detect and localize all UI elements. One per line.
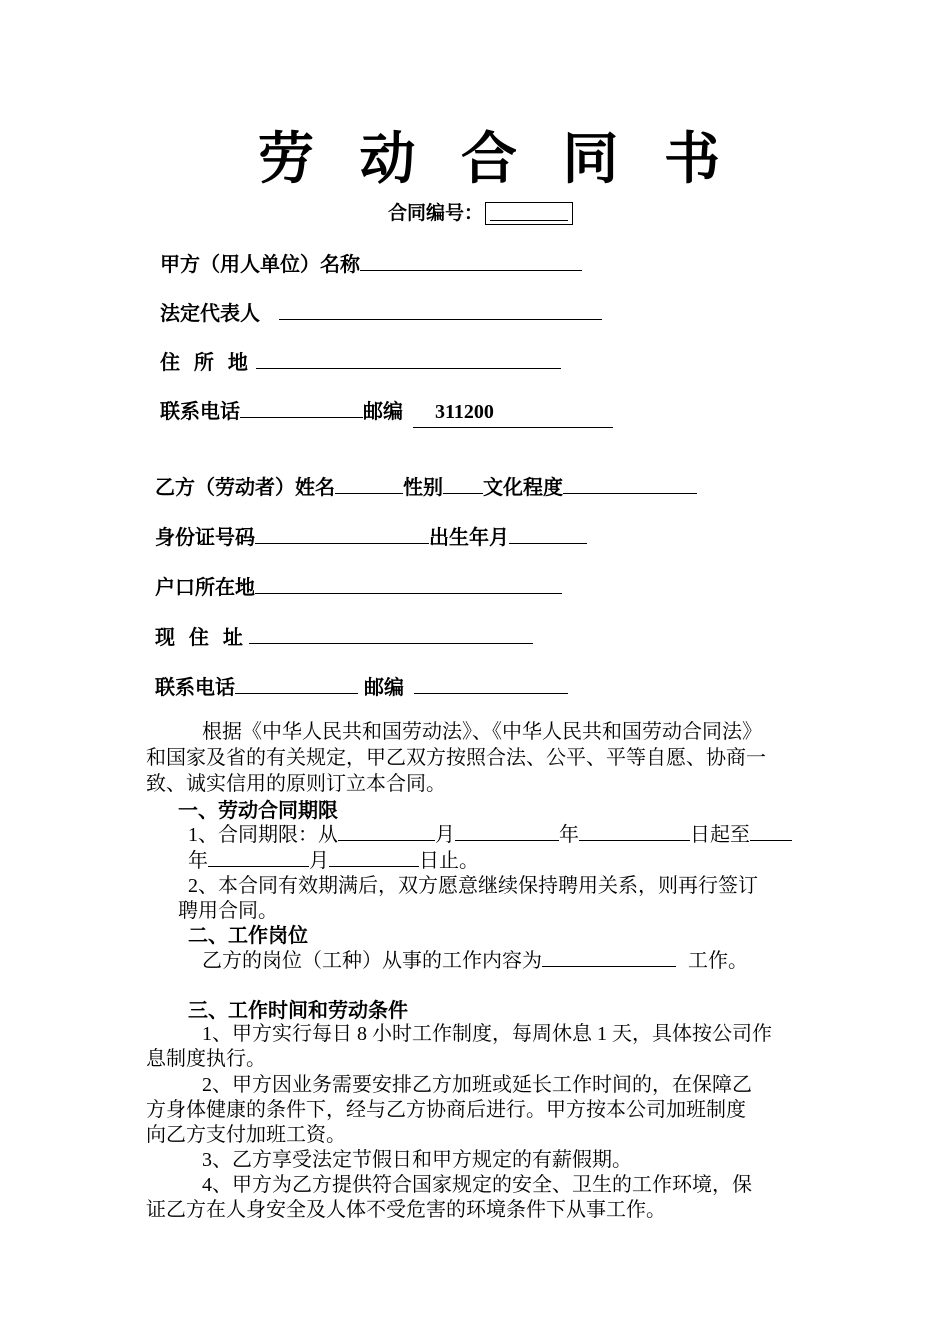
party-a-name-field[interactable]	[360, 248, 582, 271]
party-b-hukou-label: 户口所在地	[155, 575, 255, 599]
section-2-heading: 二、工作岗位	[188, 923, 308, 947]
party-a-address-label: 住 所 地	[160, 350, 248, 374]
position-line	[202, 946, 748, 975]
term-end-lead-field[interactable]	[750, 820, 792, 841]
s3-p2-line-3: 向乙方支付加班工资。	[146, 1124, 346, 1146]
party-a-rep-field[interactable]	[279, 297, 602, 320]
s3-p2-line-2: 方身体健康的条件下，经与乙方协商后进行。甲方按本公司加班制度	[146, 1099, 746, 1121]
term-year2-label: 年	[188, 850, 208, 872]
party-b-education-field[interactable]	[563, 471, 697, 494]
term-end-day-field[interactable]	[329, 846, 419, 867]
party-b-phone-label: 联系电话	[155, 675, 235, 699]
party-b-contact-row	[155, 671, 568, 702]
party-a-name-label: 甲方（用人单位）名称	[160, 252, 360, 276]
party-a-phone-label: 联系电话	[160, 399, 240, 423]
term-line-2	[188, 846, 479, 875]
term-end-month-field[interactable]	[208, 846, 309, 867]
party-b-hukou-field[interactable]	[255, 571, 562, 594]
party-a-rep-row	[160, 297, 602, 328]
party-a-contact-row	[160, 395, 613, 428]
s3-p4-line-1: 4、甲方为乙方提供符合国家规定的安全、卫生的工作环境，保	[202, 1174, 752, 1196]
term-prefix: 1、合同期限：从	[188, 824, 338, 846]
position-text-after: 工作。	[688, 950, 748, 972]
term-line-1	[188, 820, 792, 849]
term-month-label: 月	[435, 824, 455, 846]
section-1-heading: 一、劳动合同期限	[178, 798, 338, 822]
term-year-label: 年	[559, 824, 579, 846]
s3-p4-line-2: 证乙方在人身安全及人体不受危害的环境条件下从事工作。	[146, 1199, 666, 1221]
party-b-postcode-field[interactable]	[414, 671, 568, 694]
contract-number-field[interactable]	[485, 202, 573, 225]
contract-number-row	[388, 199, 573, 227]
party-b-birth-label: 出生年月	[429, 525, 509, 549]
party-b-hukou-row	[155, 571, 562, 602]
term-start-year-field[interactable]	[455, 820, 559, 841]
party-b-name-field[interactable]	[335, 471, 403, 494]
party-a-postcode-field[interactable]: 311200	[413, 397, 613, 428]
contract-number-label: 合同编号：	[388, 202, 484, 224]
term-start-day-field[interactable]	[579, 820, 690, 841]
party-b-name-row	[155, 471, 697, 502]
party-a-postcode-label: 邮编	[363, 399, 403, 423]
party-b-name-label: 乙方（劳动者）姓名	[155, 475, 335, 499]
party-b-id-label: 身份证号码	[155, 525, 255, 549]
party-a-rep-label: 法定代表人	[160, 301, 260, 325]
party-a-address-row	[160, 346, 561, 377]
s3-p1-line-2: 息制度执行。	[146, 1048, 266, 1070]
term-month2-label: 月	[309, 850, 329, 872]
position-content-field[interactable]	[542, 946, 676, 967]
s3-p2-line-1: 2、甲方因业务需要安排乙方加班或延长工作时间的，在保障乙	[202, 1074, 752, 1096]
party-b-id-field[interactable]	[255, 521, 429, 544]
term-day-from-label: 日起至	[690, 824, 750, 846]
party-a-address-field[interactable]	[256, 346, 561, 369]
s3-p3: 3、乙方享受法定节假日和甲方规定的有薪假期。	[202, 1149, 632, 1171]
party-b-phone-field[interactable]	[235, 671, 358, 694]
party-b-id-row	[155, 521, 587, 552]
s3-p1-line-1: 1、甲方实行每日 8 小时工作制度，每周休息 1 天，具体按公司作	[202, 1023, 772, 1045]
section-3-heading: 三、工作时间和劳动条件	[188, 998, 408, 1022]
party-b-birth-field[interactable]	[509, 521, 587, 544]
document-title: 劳 动 合 同 书	[258, 127, 733, 192]
party-b-address-row	[155, 621, 533, 652]
position-text-before: 乙方的岗位（工种）从事的工作内容为	[202, 950, 542, 972]
renew-line-2: 聘用合同。	[178, 900, 278, 922]
term-start-month-field[interactable]	[338, 820, 435, 841]
intro-line-1: 根据《中华人民共和国劳动法》、《中华人民共和国劳动合同法》	[202, 721, 762, 743]
party-b-education-label: 文化程度	[483, 475, 563, 499]
term-day-to-label: 日止。	[419, 850, 479, 872]
renew-line-1: 2、本合同有效期满后，双方愿意继续保持聘用关系，则再行签订	[188, 875, 758, 897]
party-b-address-field[interactable]	[249, 621, 533, 644]
party-b-gender-label: 性别	[403, 475, 443, 499]
party-b-address-label: 现 住 址	[155, 625, 243, 649]
intro-line-3: 致、诚实信用的原则订立本合同。	[146, 773, 446, 795]
party-a-phone-field[interactable]	[240, 395, 363, 418]
party-b-gender-field[interactable]	[443, 471, 483, 494]
party-b-postcode-label: 邮编	[364, 675, 404, 699]
intro-line-2: 和国家及省的有关规定，甲乙双方按照合法、公平、平等自愿、协商一	[146, 747, 766, 769]
party-a-name-row	[160, 248, 582, 279]
